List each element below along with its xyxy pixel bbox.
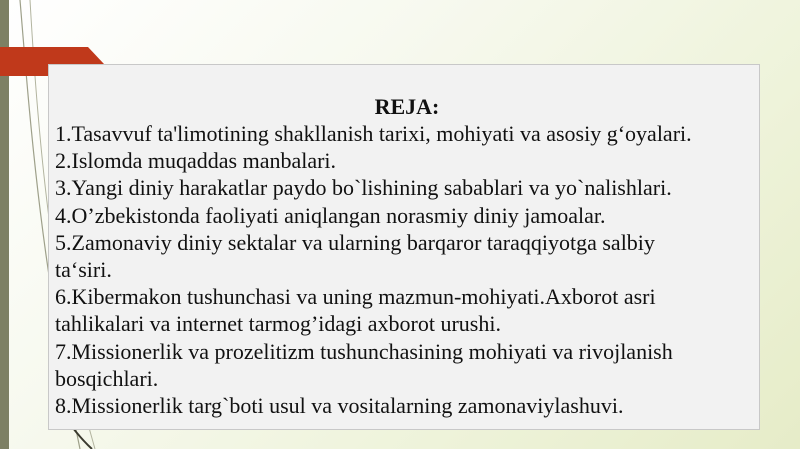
plan-item-5: 5.Zamonaviy diniy sektalar va ularning barqaror taraqqiyotga salbiy ta‘siri. (55, 229, 655, 283)
plan-item-6: 6.Kibermakon tushunchasi va uning mazmun-mohiyati.Axborot asri tahlikalari va internet tarmog’idagi axborot urushi. (55, 284, 656, 337)
plan-item-8: 8.Missionerlik targ`boti usul va vositalarning zamonaviylashuvi. (55, 393, 624, 419)
plan-item-7: 7.Missionerlik va prozelitizm tushunchasining mohiyati va rivojlanish bosqichlari. (55, 338, 673, 391)
plan-item-2: 2.Islomda muqaddas manbalari. (55, 148, 337, 174)
slide-heading: REJA: (374, 94, 440, 119)
content-box (48, 64, 760, 430)
plan-item-1: 1.Tasavvuf ta'limotining shakllanish tarixi, mohiyati va asosiy g‘oyalari. (55, 121, 692, 146)
plan-item-3: 3.Yangi diniy harakatlar paydo bo`lishining sabablari va yo`nalishlari. (55, 175, 672, 201)
plan-item-4: 4.O’zbekistonda faoliyati aniqlangan norasmiy diniy jamoalar. (55, 202, 606, 228)
